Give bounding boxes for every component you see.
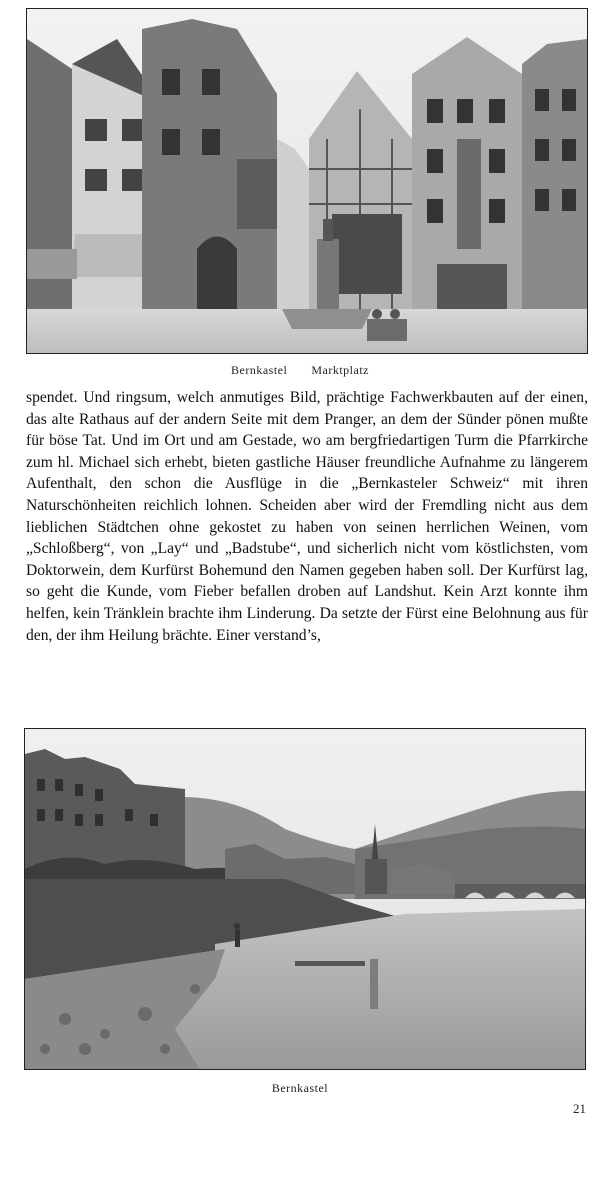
caption-subject: Marktplatz	[311, 363, 369, 377]
marktplatz-caption	[0, 363, 600, 378]
page-number: 21	[573, 1101, 586, 1116]
bernkastel-river-photo	[24, 728, 586, 1070]
marktplatz-photo	[26, 8, 588, 354]
caption-place: Bernkastel	[231, 363, 288, 377]
bernkastel-caption: Bernkastel	[271, 1081, 329, 1095]
body-paragraph: spendet. Und ringsum, welch anmutiges Bild, prächtige Fachwerkbauten auf der einen, das alte Rathaus auf der andern Seite mit dem Pranger, an dem der Sünder pönen mußte für böse Tat. Und im Ort und am Gestade, wo am bergfriedartigen Turm die Pfarrkirche zum hl. Michael sich erhebt, bieten gastliche Häuser freundliche Aufnahme zu längerem Aufenthalt, den schon die Ausflüge in die „Bernkasteler Schweiz“ mit ihren Naturschönheiten reichlich lohnen. Scheiden aber wird der Fremdling nicht aus dem lieblichen Städtchen ohne gekostet zu haben von seinen herrlichen Weinen, vom „Schloßberg“, von „Lay“ und „Badstube“, und sicherlich nicht vom köstlichsten, vom Doktorwein, dem Kurfürst Bohemund den Namen gegeben haben soll. Der Kurfürst lag, so geht die Kunde, vom Fieber befallen droben auf Landshut. Kein Arzt konnte ihm helfen, kein Tränklein brachte ihm Linderung. Da setzte der Fürst eine Belohnung aus für den, der ihm Heilung brächte. Einer verstand’s,	[26, 389, 588, 644]
